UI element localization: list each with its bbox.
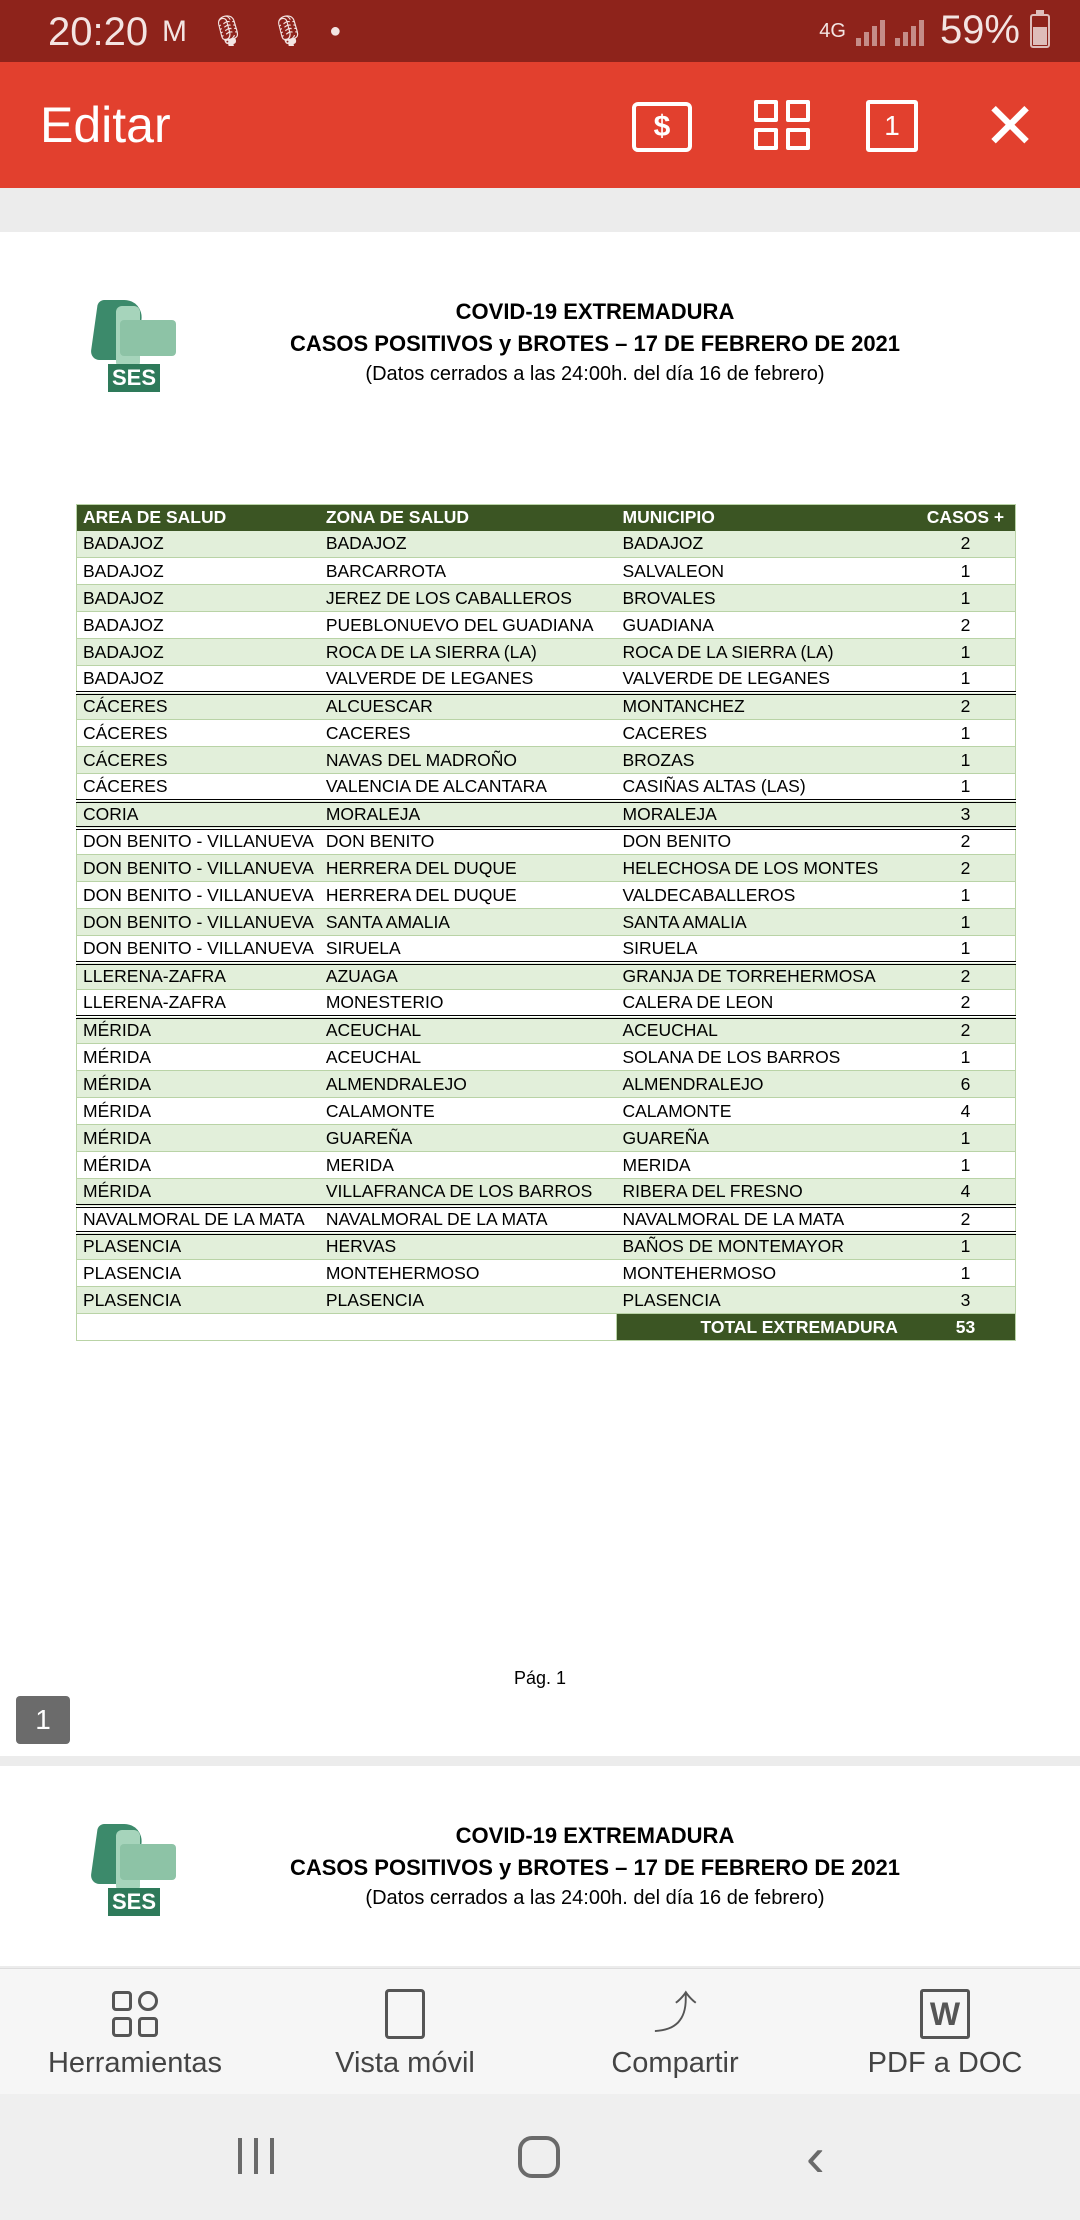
table-cell-casos: 1 — [916, 720, 1016, 747]
table-cell-zona: PLASENCIA — [320, 1287, 617, 1314]
table-cell-zona: MONESTERIO — [320, 990, 617, 1017]
table-cell-municipio: ACEUCHAL — [617, 1017, 916, 1044]
table-row — [77, 1017, 1016, 1044]
table-cell-area: CÁCERES — [77, 774, 320, 801]
table-header-row — [77, 505, 1016, 531]
signal-icon — [895, 16, 924, 46]
table-cell-zona: VILLAFRANCA DE LOS BARROS — [320, 1179, 617, 1206]
total-blank — [77, 1314, 617, 1341]
table-cell-zona: ACEUCHAL — [320, 1017, 617, 1044]
table-row — [77, 855, 1016, 882]
battery-percent: 59% — [939, 8, 1020, 52]
table-row — [77, 909, 1016, 936]
table-cell-zona: BADAJOZ — [320, 531, 617, 558]
table-cell-casos: 6 — [916, 1071, 1016, 1098]
table-cell-area: LLERENA-ZAFRA — [77, 963, 320, 990]
table-row — [77, 828, 1016, 855]
table-row — [77, 639, 1016, 666]
table-cell-zona: HERRERA DEL DUQUE — [320, 855, 617, 882]
home-icon[interactable] — [518, 2136, 560, 2178]
ses-logo — [88, 1822, 178, 1922]
table-row — [77, 1260, 1016, 1287]
table-cell-municipio: MORALEJA — [617, 801, 916, 828]
document-header — [210, 296, 980, 388]
table-cell-casos: 2 — [916, 828, 1016, 855]
table-cell-area: CÁCERES — [77, 720, 320, 747]
document-note: (Datos cerrados a las 24:00h. del día 16 de febrero) — [365, 363, 825, 385]
system-nav-bar — [0, 2094, 1080, 2220]
table-cell-area: BADAJOZ — [77, 585, 320, 612]
table-cell-municipio: BAÑOS DE MONTEMAYOR — [617, 1233, 916, 1260]
table-cell-municipio: DON BENITO — [617, 828, 916, 855]
table-cell-casos: 1 — [916, 909, 1016, 936]
total-label: TOTAL EXTREMADURA — [617, 1314, 916, 1341]
table-cell-municipio: CASIÑAS ALTAS (LAS) — [617, 774, 916, 801]
table-cell-area: CÁCERES — [77, 747, 320, 774]
dot-icon: ● — [329, 20, 342, 42]
table-cell-casos: 1 — [916, 558, 1016, 585]
document-title: COVID-19 EXTREMADURA — [455, 299, 735, 324]
status-bar — [0, 0, 1080, 62]
table-row — [77, 882, 1016, 909]
table-cell-municipio: VALDECABALLEROS — [617, 882, 916, 909]
table-row — [77, 801, 1016, 828]
table-cell-casos: 1 — [916, 774, 1016, 801]
table-cell-municipio: SIRUELA — [617, 936, 916, 963]
word-icon: W — [920, 1989, 970, 2039]
table-row — [77, 1152, 1016, 1179]
table-cell-area: CORIA — [77, 801, 320, 828]
table-cell-municipio: CALERA DE LEON — [617, 990, 916, 1017]
table-cell-casos: 1 — [916, 1125, 1016, 1152]
table-cell-zona: DON BENITO — [320, 828, 617, 855]
table-cell-zona: CALAMONTE — [320, 1098, 617, 1125]
table-cell-municipio: RIBERA DEL FRESNO — [617, 1179, 916, 1206]
table-cell-zona: SIRUELA — [320, 936, 617, 963]
table-cell-casos: 1 — [916, 666, 1016, 693]
table-cell-zona: JEREZ DE LOS CABALLEROS — [320, 585, 617, 612]
share-label: Compartir — [611, 2047, 739, 2079]
table-row — [77, 1287, 1016, 1314]
table-cell-area: BADAJOZ — [77, 612, 320, 639]
table-row — [77, 990, 1016, 1017]
status-time: 20:20 — [48, 10, 149, 54]
mobile-view-icon — [385, 1989, 425, 2039]
table-cell-municipio: NAVALMORAL DE LA MATA — [617, 1206, 916, 1233]
table-cell-casos: 4 — [916, 1098, 1016, 1125]
table-cell-casos: 4 — [916, 1179, 1016, 1206]
table-cell-zona: BARCARROTA — [320, 558, 617, 585]
table-cell-municipio: MONTEHERMOSO — [617, 1260, 916, 1287]
table-cell-zona: SANTA AMALIA — [320, 909, 617, 936]
document-title: COVID-19 EXTREMADURA — [455, 1823, 735, 1848]
document-note: (Datos cerrados a las 24:00h. del día 16 de febrero) — [365, 1887, 825, 1909]
table-cell-municipio: SALVALEON — [617, 558, 916, 585]
logo-text: SES — [108, 364, 160, 392]
pdf-page — [0, 1766, 1080, 1966]
document-header — [210, 1820, 980, 1912]
table-cell-zona: ROCA DE LA SIERRA (LA) — [320, 639, 617, 666]
grid-icon[interactable] — [752, 98, 812, 154]
cases-table — [76, 504, 1016, 1341]
table-row — [77, 531, 1016, 558]
table-cell-zona: ALMENDRALEJO — [320, 1071, 617, 1098]
table-row — [77, 747, 1016, 774]
page-indicator-badge: 1 — [16, 1696, 70, 1744]
table-cell-area: PLASENCIA — [77, 1287, 320, 1314]
share-button[interactable] — [540, 1969, 810, 2095]
table-cell-casos: 3 — [916, 801, 1016, 828]
table-cell-area: BADAJOZ — [77, 639, 320, 666]
table-cell-zona: GUAREÑA — [320, 1125, 617, 1152]
table-row — [77, 1125, 1016, 1152]
money-icon[interactable]: $ — [632, 102, 692, 152]
table-cell-area: BADAJOZ — [77, 666, 320, 693]
back-icon[interactable]: ‹ — [806, 2125, 825, 2188]
table-cell-area: DON BENITO - VILLANUEVA — [77, 909, 320, 936]
table-row — [77, 1206, 1016, 1233]
table-cell-area: NAVALMORAL DE LA MATA — [77, 1206, 320, 1233]
table-cell-municipio: CALAMONTE — [617, 1098, 916, 1125]
table-cell-area: MÉRIDA — [77, 1125, 320, 1152]
column-header: AREA DE SALUD — [77, 505, 320, 531]
table-row — [77, 612, 1016, 639]
table-cell-area: MÉRIDA — [77, 1071, 320, 1098]
table-cell-area: CÁCERES — [77, 693, 320, 720]
table-cell-area: BADAJOZ — [77, 531, 320, 558]
status-right — [819, 8, 1050, 53]
table-row — [77, 720, 1016, 747]
table-cell-municipio: BADAJOZ — [617, 531, 916, 558]
table-cell-casos: 1 — [916, 882, 1016, 909]
table-row — [77, 936, 1016, 963]
table-cell-casos: 2 — [916, 855, 1016, 882]
notification-icons — [162, 14, 341, 49]
mobile-view-label: Vista móvil — [335, 2047, 475, 2079]
table-cell-casos: 1 — [916, 1152, 1016, 1179]
network-type: 4G — [819, 19, 846, 42]
table-cell-casos: 1 — [916, 639, 1016, 666]
table-cell-casos: 3 — [916, 1287, 1016, 1314]
recent-apps-icon[interactable] — [238, 2138, 274, 2174]
table-cell-zona: MONTEHERMOSO — [320, 1260, 617, 1287]
table-cell-casos: 2 — [916, 990, 1016, 1017]
table-cell-area: BADAJOZ — [77, 558, 320, 585]
table-cell-municipio: MERIDA — [617, 1152, 916, 1179]
page-label: Pág. 1 — [513, 1668, 567, 1688]
document-subtitle: CASOS POSITIVOS y BROTES – 17 DE FEBRERO DE 2021 — [289, 1855, 901, 1880]
table-cell-casos: 1 — [916, 585, 1016, 612]
bottom-toolbar — [0, 1968, 1080, 2094]
mic-icon: 🎙︎ — [209, 15, 248, 48]
table-cell-zona: HERVAS — [320, 1233, 617, 1260]
column-header: ZONA DE SALUD — [320, 505, 617, 531]
table-cell-zona: VALVERDE DE LEGANES — [320, 666, 617, 693]
table-cell-casos: 2 — [916, 531, 1016, 558]
table-cell-area: DON BENITO - VILLANUEVA — [77, 855, 320, 882]
tools-button[interactable] — [0, 1969, 270, 2095]
pdf-to-doc-button[interactable] — [810, 1969, 1080, 2095]
table-cell-area: MÉRIDA — [77, 1179, 320, 1206]
logo-text: SES — [108, 1888, 160, 1916]
table-cell-casos: 2 — [916, 1206, 1016, 1233]
table-cell-area: DON BENITO - VILLANUEVA — [77, 936, 320, 963]
table-row — [77, 1098, 1016, 1125]
table-row — [77, 1179, 1016, 1206]
table-cell-casos: 2 — [916, 1017, 1016, 1044]
table-row — [77, 1044, 1016, 1071]
table-cell-municipio: SANTA AMALIA — [617, 909, 916, 936]
table-cell-casos: 2 — [916, 693, 1016, 720]
table-row — [77, 558, 1016, 585]
table-cell-area: LLERENA-ZAFRA — [77, 990, 320, 1017]
table-cell-zona: NAVALMORAL DE LA MATA — [320, 1206, 617, 1233]
table-cell-municipio: MONTANCHEZ — [617, 693, 916, 720]
app-bar — [0, 62, 1080, 188]
gmail-icon: M — [162, 14, 187, 48]
table-cell-municipio: GRANJA DE TORREHERMOSA — [617, 963, 916, 990]
signal-icon — [856, 16, 885, 46]
table-cell-casos: 2 — [916, 963, 1016, 990]
app-bar-title[interactable]: Editar — [40, 97, 171, 153]
table-cell-municipio: SOLANA DE LOS BARROS — [617, 1044, 916, 1071]
battery-icon — [1030, 14, 1050, 48]
tools-icon — [110, 1989, 160, 2039]
ses-logo — [88, 298, 178, 398]
column-header: MUNICIPIO — [617, 505, 916, 531]
table-cell-municipio: PLASENCIA — [617, 1287, 916, 1314]
table-cell-casos: 1 — [916, 1044, 1016, 1071]
table-row — [77, 774, 1016, 801]
table-cell-municipio: GUADIANA — [617, 612, 916, 639]
table-cell-area: MÉRIDA — [77, 1017, 320, 1044]
tools-label: Herramientas — [47, 2047, 223, 2079]
table-cell-zona: PUEBLONUEVO DEL GUADIANA — [320, 612, 617, 639]
table-cell-casos: 1 — [916, 1260, 1016, 1287]
total-row — [77, 1314, 1016, 1341]
table-cell-casos: 2 — [916, 612, 1016, 639]
mic-icon: 🎙︎ — [269, 15, 308, 48]
table-cell-casos: 1 — [916, 1233, 1016, 1260]
table-cell-zona: ALCUESCAR — [320, 693, 617, 720]
total-value: 53 — [916, 1314, 1016, 1341]
table-cell-zona: MERIDA — [320, 1152, 617, 1179]
table-row — [77, 585, 1016, 612]
table-cell-zona: HERRERA DEL DUQUE — [320, 882, 617, 909]
table-cell-municipio: BROVALES — [617, 585, 916, 612]
pdf-page — [0, 232, 1080, 1756]
table-cell-zona: MORALEJA — [320, 801, 617, 828]
table-row — [77, 1233, 1016, 1260]
table-cell-municipio: ROCA DE LA SIERRA (LA) — [617, 639, 916, 666]
table-row — [77, 666, 1016, 693]
table-row — [77, 1071, 1016, 1098]
table-cell-municipio: BROZAS — [617, 747, 916, 774]
table-cell-area: DON BENITO - VILLANUEVA — [77, 882, 320, 909]
table-cell-area: PLASENCIA — [77, 1233, 320, 1260]
table-cell-municipio: ALMENDRALEJO — [617, 1071, 916, 1098]
table-cell-municipio: GUAREÑA — [617, 1125, 916, 1152]
pdf-to-doc-label: PDF a DOC — [867, 2047, 1023, 2079]
table-cell-municipio: CACERES — [617, 720, 916, 747]
share-icon: ⤴ — [653, 1989, 697, 2038]
table-cell-zona: NAVAS DEL MADROÑO — [320, 747, 617, 774]
column-header: CASOS + — [916, 505, 1016, 531]
table-cell-zona: CACERES — [320, 720, 617, 747]
mobile-view-button[interactable] — [270, 1969, 540, 2095]
table-cell-zona: ACEUCHAL — [320, 1044, 617, 1071]
table-cell-casos: 1 — [916, 936, 1016, 963]
table-cell-zona: VALENCIA DE ALCANTARA — [320, 774, 617, 801]
table-row — [77, 963, 1016, 990]
document-subtitle: CASOS POSITIVOS y BROTES – 17 DE FEBRERO DE 2021 — [289, 331, 901, 356]
table-cell-municipio: HELECHOSA DE LOS MONTES — [617, 855, 916, 882]
table-cell-zona: AZUAGA — [320, 963, 617, 990]
table-cell-area: DON BENITO - VILLANUEVA — [77, 828, 320, 855]
table-cell-area: PLASENCIA — [77, 1260, 320, 1287]
table-cell-area: MÉRIDA — [77, 1152, 320, 1179]
table-cell-area: MÉRIDA — [77, 1044, 320, 1071]
table-row — [77, 693, 1016, 720]
page-number-icon[interactable]: 1 — [866, 100, 918, 152]
table-cell-municipio: VALVERDE DE LEGANES — [617, 666, 916, 693]
table-cell-casos: 1 — [916, 747, 1016, 774]
table-cell-area: MÉRIDA — [77, 1098, 320, 1125]
close-icon[interactable]: ✕ — [983, 90, 1037, 162]
document-viewer[interactable] — [0, 188, 1080, 1968]
